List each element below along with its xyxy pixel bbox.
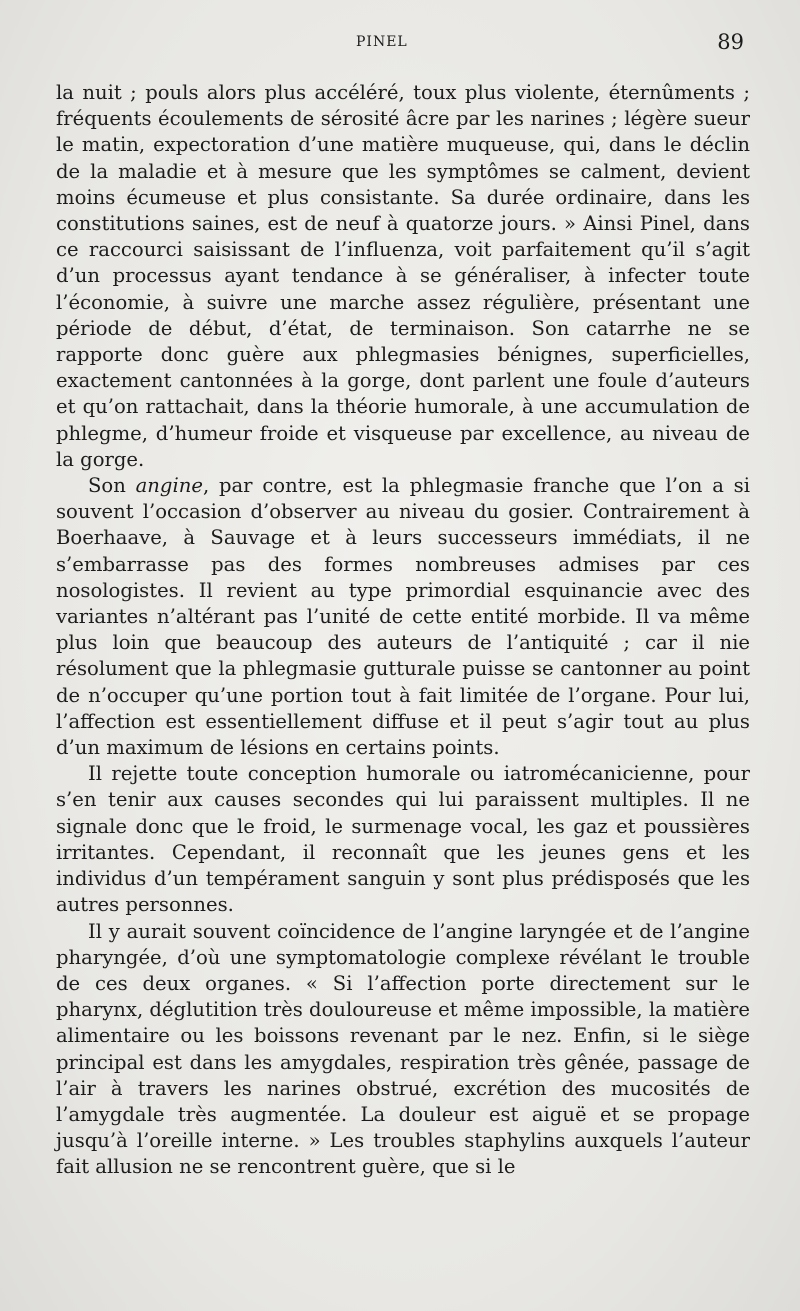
paragraph [56,473,750,761]
paragraph-text: Il y aurait souvent coïncidence de l’angine laryngée et de l’angine pharyngée, d’où une symptomatologie complexe révélant le trouble de ces deux organes. « Si l’affection porte directement sur le pharynx, déglutition très douloureuse et même impossible, la matière alimentaire ou les boissons revenant par le nez. Enfin, si le siège principal est dans les amygdales, respiration très gênée, passage de l’air à travers les narines obstrué, excrétion des mucosités de l’amygdale très augmentée. La douleur est aiguë et se propage jusqu’à l’oreille interne. » Les troubles staphylins auxquels l’auteur fait allusion ne se rencontrent guère, que si le [56,919,750,1179]
paragraph [56,761,750,918]
italic-term: angine [135,474,203,498]
page-number: 89 [717,30,744,54]
paragraph-text: Il rejette toute conception humorale ou iatromécanicienne, pour s’en tenir aux causes secondes qui lui paraissent multiples. Il ne signale donc que le froid, le surmenage vocal, les gaz et poussières irritantes. Cependant, il reconnaît que les jeunes gens et les individus d’un tempérament sanguin y sont plus prédisposés que les autres personnes. [56,762,750,917]
running-head [0,32,800,56]
paragraph-text: , par contre, est la phlegmasie franche que l’on a si souvent l’occasion d’observer au niveau du gosier. Contrairement à Boerhaave, à Sauvage et à leurs successeurs immédiats, il ne s’embarrasse pas des formes nombreuses admises par ces nosologistes. Il revient au type primordial esquinancie avec des variantes n’altérant pas l’unité de cette entité morbide. Il va même plus loin que beaucoup des auteurs de l’antiquité ; car il nie résolument que la phlegmasie gutturale puisse se cantonner au point de n’occuper qu’une portion tout à fait limitée de l’organe. Pour lui, l’affection est essentiellement diffuse et il peut s’agir tout au plus d’un maximum de lésions en certains points. [56,474,750,760]
running-title: PINEL [356,34,408,50]
body-text [56,80,750,1181]
paragraph-text: la nuit ; pouls alors plus accéléré, toux plus violente, éternûments ; fréquents écoulements de sérosité âcre par les narines ; légère sueur le matin, expectoration d’une matière muqueuse, qui, dans le déclin de la maladie et à mesure que les symptômes se calment, devient moins écumeuse et plus consistante. Sa durée ordinaire, dans les constitutions saines, est de neuf à quatorze jours. » Ainsi Pinel, dans ce raccourci saisissant de l’influenza, voit parfaitement qu’il s’agit d’un processus ayant tendance à se généraliser, à infecter toute l’économie, à suivre une marche assez régulière, présentant une période de début, d’état, de terminaison. Son catarrhe ne se rapporte donc guère aux phlegmasies bénignes, superficielles, exactement cantonnées à la gorge, dont parlent une foule d’auteurs et qu’on rattachait, dans la théorie humorale, à une accumulation de phlegme, d’humeur froide et visqueuse par excellence, au niveau de la gorge. [56,81,750,471]
paragraph-text: Son [88,474,136,498]
paragraph [56,919,750,1181]
paragraph [56,80,750,473]
